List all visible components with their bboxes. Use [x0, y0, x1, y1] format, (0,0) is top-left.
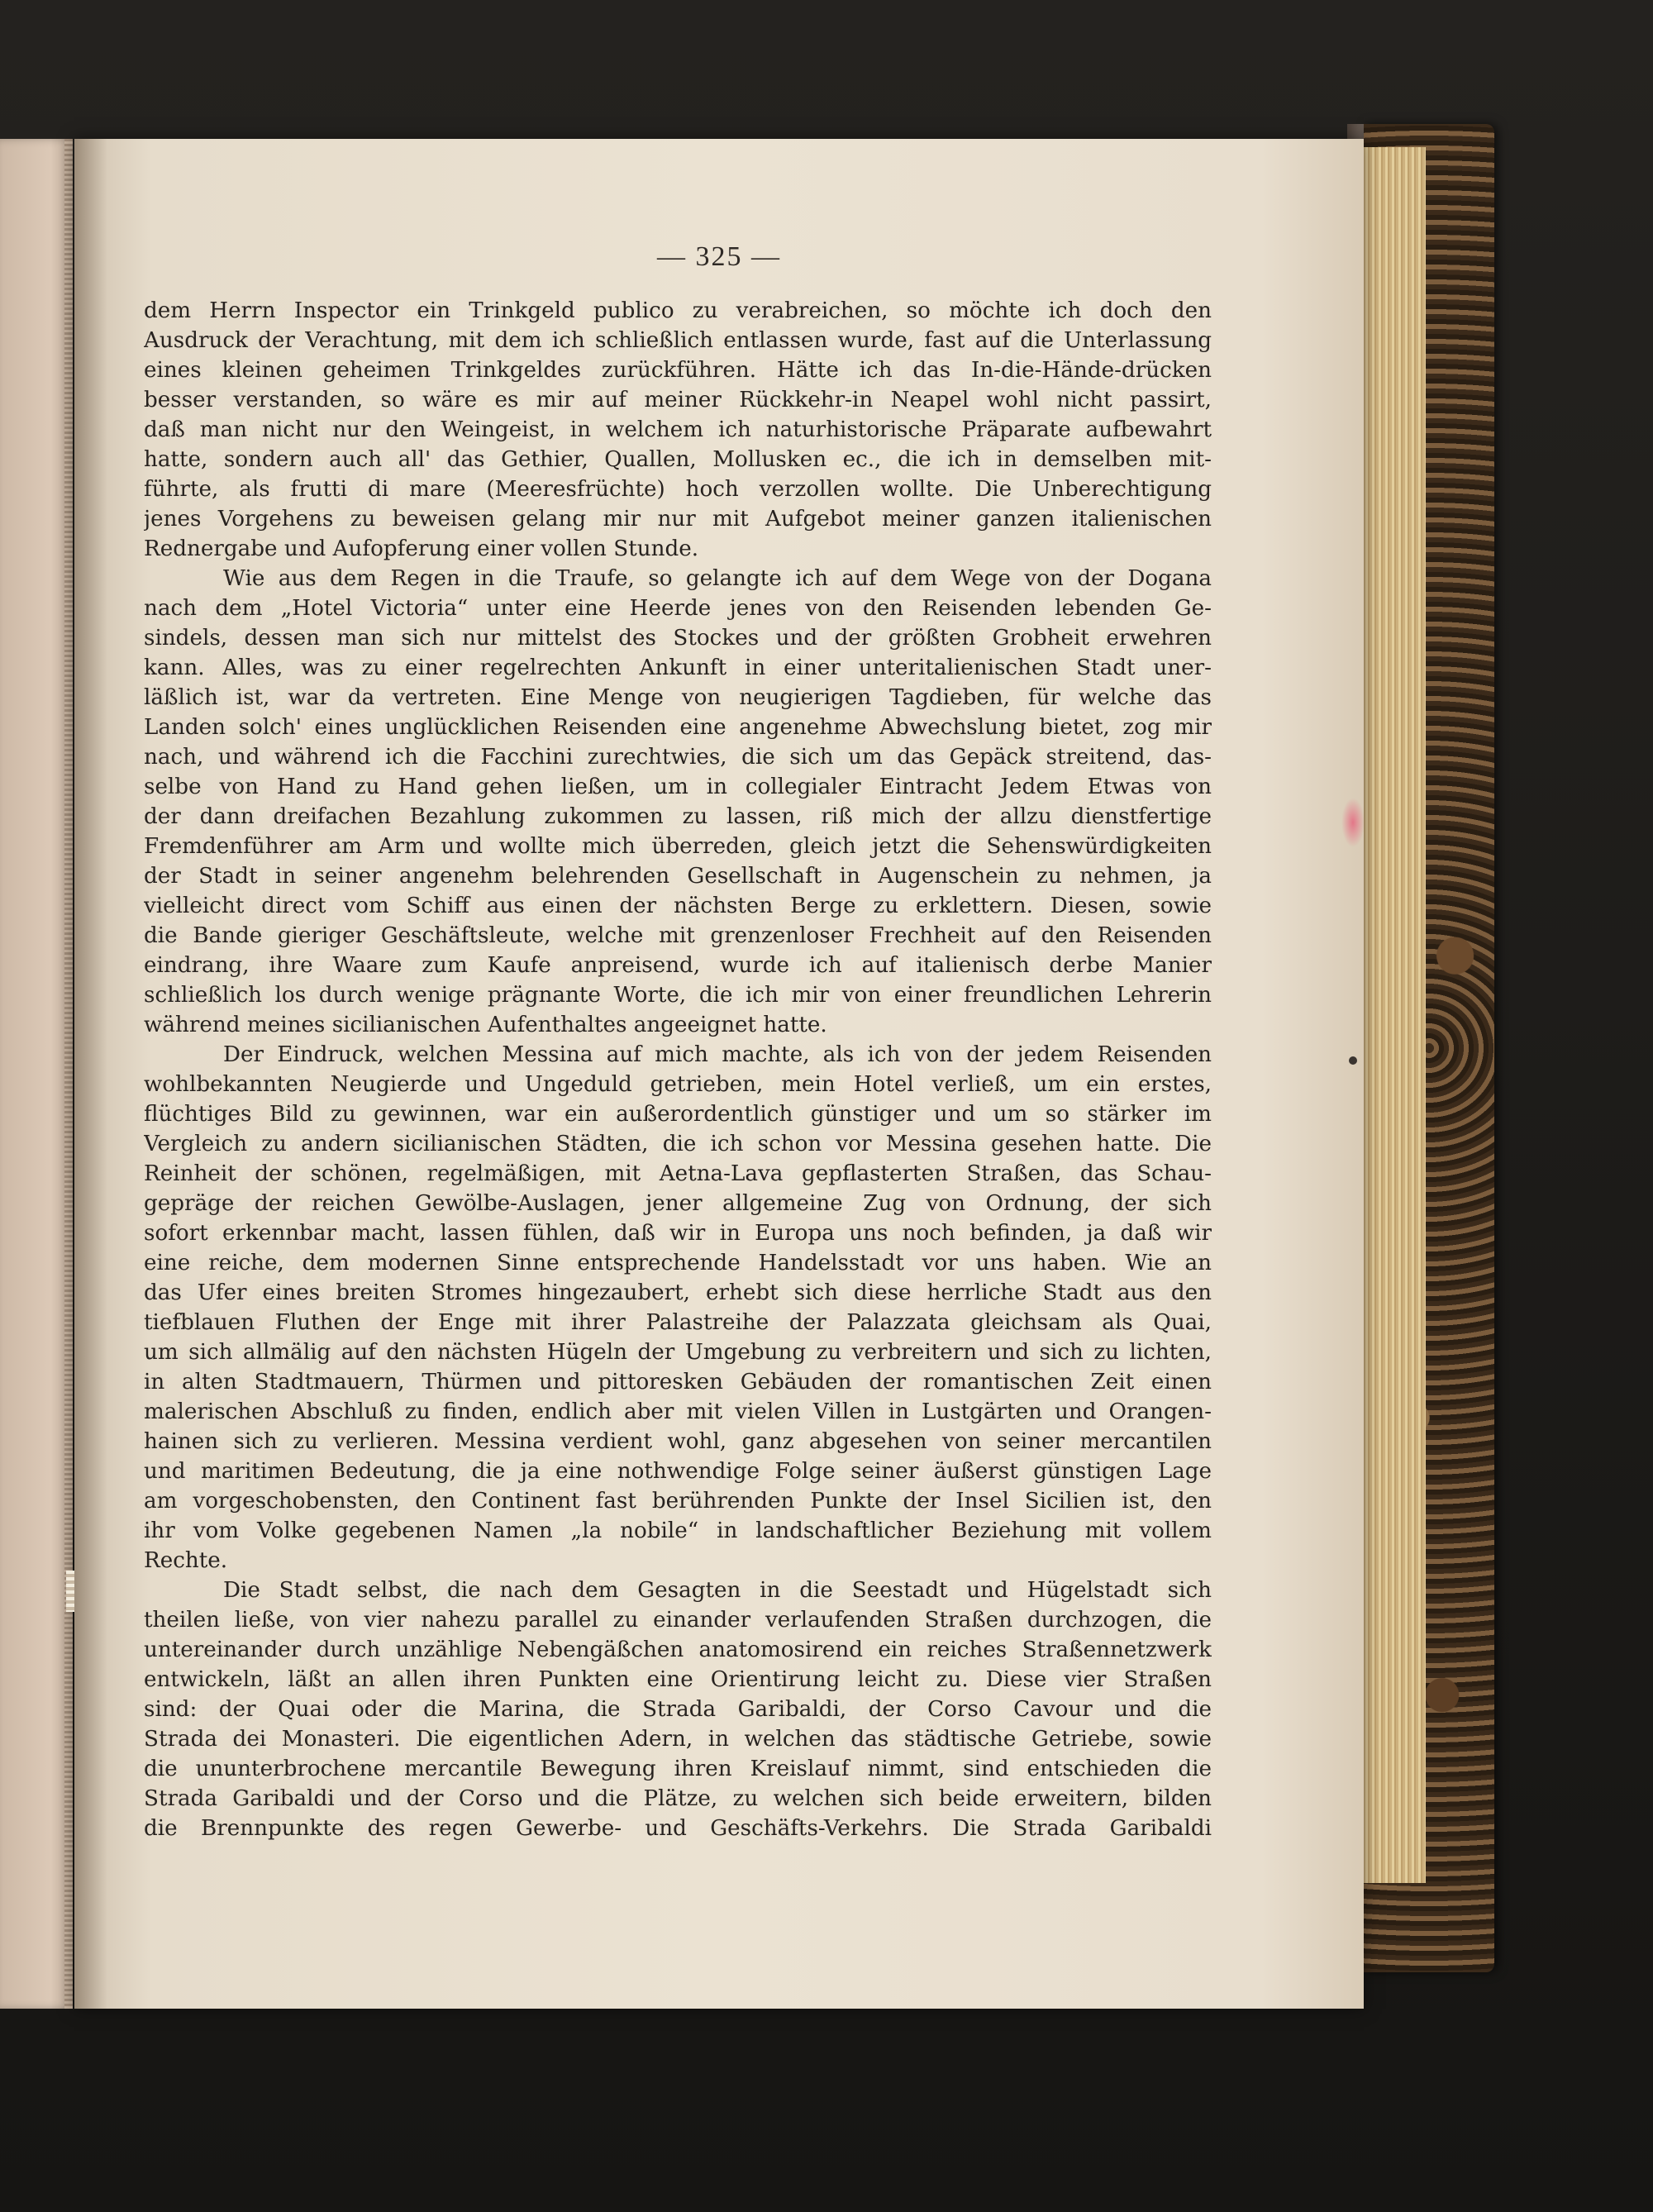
- paper-stain: [1341, 798, 1365, 847]
- text-line: schließlich los durch wenige prägnante Worte, die ich mir von einer freundlichen Lehrerin: [144, 983, 1212, 1008]
- text-line: hainen sich zu verlieren. Messina verdient wohl, ganz abgesehen von seiner mercantilen: [144, 1429, 1212, 1454]
- previous-page-fore-edge: [64, 139, 73, 2009]
- text-line: eine reiche, dem modernen Sinne entsprechende Handelsstadt vor uns haben. Wie an: [144, 1251, 1212, 1275]
- text-line: Vergleich zu andern sicilianischen Städten, die ich schon vor Messina gesehen hatte. Die: [144, 1132, 1212, 1156]
- text-line: sindels, dessen man sich nur mittelst des Stockes und der größten Grobheit erwehren: [144, 626, 1212, 651]
- text-line: jenes Vorgehens zu beweisen gelang mir nur mit Aufgebot meiner ganzen italienischen: [144, 507, 1212, 532]
- text-line: Reinheit der schönen, regelmäßigen, mit Aetna-Lava gepflasterten Straßen, das Schau-: [144, 1161, 1212, 1186]
- text-line: eines kleinen geheimen Trinkgeldes zurückführen. Hätte ich das In-die-Hände-drücken: [144, 358, 1212, 383]
- text-line: Fremdenführer am Arm und wollte mich überreden, gleich jetzt die Sehenswürdigkeiten: [144, 834, 1212, 859]
- text-line: sofort erkennbar macht, lassen fühlen, daß wir in Europa uns noch befinden, ja daß wir: [144, 1221, 1212, 1246]
- text-line: besser verstanden, so wäre es mir auf meiner Rückkehr-in Neapel wohl nicht passirt,: [144, 388, 1212, 412]
- text-line: und maritimen Bedeutung, die ja eine nothwendige Folge seiner äußerst günstigen Lage: [144, 1459, 1212, 1484]
- text-line: Rednergabe und Aufopferung einer vollen Stunde.: [144, 536, 699, 561]
- body-text: [144, 296, 1212, 1916]
- binding-thread: [66, 1571, 74, 1612]
- text-line: eindrang, ihre Waare zum Kaufe anpreisend, wurde ich auf italienisch derbe Manier: [144, 953, 1212, 978]
- text-line: Ausdruck der Verachtung, mit dem ich schließlich entlassen wurde, fast auf die Unterlassung: [144, 328, 1212, 353]
- gutter-shadow: [74, 139, 107, 2009]
- text-line: malerischen Abschluß zu finden, endlich aber mit vielen Villen in Lustgärten und Orangen-: [144, 1399, 1212, 1424]
- text-line: flüchtiges Bild zu gewinnen, war ein außerordentlich günstiger und um so stärker im: [144, 1102, 1212, 1127]
- text-line: daß man nicht nur den Weingeist, in welchem ich naturhistorische Präparate aufbewahrt: [144, 417, 1212, 442]
- text-line: läßlich ist, war da vertreten. Eine Menge von neugierigen Tagdieben, für welche das: [144, 685, 1212, 710]
- text-line: vielleicht direct vom Schiff aus einen der nächsten Berge zu erklettern. Diesen, sowie: [144, 894, 1212, 918]
- text-line: nach dem „Hotel Victoria“ unter eine Heerde jenes von den Reisenden lebenden Ge-: [144, 596, 1212, 621]
- text-line: das Ufer eines breiten Stromes hingezaubert, erhebt sich diese herrliche Stadt aus den: [144, 1280, 1212, 1305]
- text-line: der dann dreifachen Bezahlung zukommen zu lassen, riß mich der allzu dienstfertige: [144, 804, 1212, 829]
- text-line: wohlbekannten Neugierde und Ungeduld getrieben, mein Hotel verließ, um ein erstes,: [144, 1072, 1212, 1097]
- previous-page-edge: [0, 139, 73, 2009]
- text-line: entwickeln, läßt an allen ihren Punkten eine Orientirung leicht zu. Diese vier Straßen: [144, 1667, 1212, 1692]
- text-line: führte, als frutti di mare (Meeresfrüchte) hoch verzollen wollte. Die Unberechtigung: [144, 477, 1212, 502]
- page-number: — 325 —: [657, 241, 781, 272]
- text-line: die Brennpunkte des regen Gewerbe- und Geschäfts-Verkehrs. Die Strada Garibaldi: [144, 1816, 1212, 1841]
- text-line: kann. Alles, was zu einer regelrechten Ankunft in einer unteritalienischen Stadt uner-: [144, 655, 1212, 680]
- text-line: der Stadt in seiner angenehm belehrenden Gesellschaft in Augenschein zu nehmen, ja: [144, 864, 1212, 889]
- text-line: dem Herrn Inspector ein Trinkgeld publico zu verabreichen, so möchte ich doch den: [144, 298, 1212, 323]
- text-line: Landen solch' eines unglücklichen Reisenden eine angenehme Abwechslung bietet, zog mir: [144, 715, 1212, 740]
- text-line: sind: der Quai oder die Marina, die Strada Garibaldi, der Corso Cavour und die: [144, 1697, 1212, 1722]
- text-line: ihr vom Volke gegebenen Namen „la nobile“ in landschaftlicher Beziehung mit vollem: [144, 1518, 1212, 1543]
- text-line: tiefblauen Fluthen der Enge mit ihrer Palastreihe der Palazzata gleichsam als Quai,: [144, 1310, 1212, 1335]
- text-line: am vorgeschobensten, den Continent fast berührenden Punkte der Insel Sicilien ist, den: [144, 1489, 1212, 1514]
- text-line: um sich allmälig auf den nächsten Hügeln der Umgebung zu verbreitern und sich zu lichten,: [144, 1340, 1212, 1365]
- text-line: untereinander durch unzählige Nebengäßchen anatomosirend ein reiches Straßennetzwerk: [144, 1638, 1212, 1662]
- text-line: Strada dei Monasteri. Die eigentlichen Adern, in welchen das städtische Getriebe, sowie: [144, 1727, 1212, 1752]
- text-line: gepräge der reichen Gewölbe-Auslagen, jener allgemeine Zug von Ordnung, der sich: [144, 1191, 1212, 1216]
- text-line: Die Stadt selbst, die nach dem Gesagten in die Seestadt und Hügelstadt sich: [223, 1578, 1212, 1603]
- text-line: hatte, sondern auch all' das Gethier, Quallen, Mollusken ec., die ich in demselben mit-: [144, 447, 1212, 472]
- ink-mark: [1349, 1056, 1357, 1065]
- text-line: die ununterbrochene mercantile Bewegung ihren Kreislauf nimmt, sind entschieden die: [144, 1757, 1212, 1781]
- text-line: Rechte.: [144, 1548, 228, 1573]
- text-line: Wie aus dem Regen in die Traufe, so gelangte ich auf dem Wege von der Dogana: [223, 566, 1212, 591]
- text-line: während meines sicilianischen Aufenthaltes angeeignet hatte.: [144, 1013, 827, 1037]
- text-line: in alten Stadtmauern, Thürmen und pittoresken Gebäuden der romantischen Zeit einen: [144, 1370, 1212, 1394]
- text-line: Der Eindruck, welchen Messina auf mich machte, als ich von der jedem Reisenden: [223, 1042, 1212, 1067]
- text-line: nach, und während ich die Facchini zurechtwies, die sich um das Gepäck streitend, das-: [144, 745, 1212, 770]
- text-line: die Bande gieriger Geschäftsleute, welche mit grenzenloser Frechheit auf den Reisenden: [144, 923, 1212, 948]
- text-line: selbe von Hand zu Hand gehen ließen, um in collegialer Eintracht Jedem Etwas von: [144, 775, 1212, 799]
- text-line: Strada Garibaldi und der Corso und die Plätze, zu welchen sich beide erweitern, bilden: [144, 1786, 1212, 1811]
- text-line: theilen ließe, von vier nahezu parallel zu einander verlaufenden Straßen durchzogen, die: [144, 1608, 1212, 1633]
